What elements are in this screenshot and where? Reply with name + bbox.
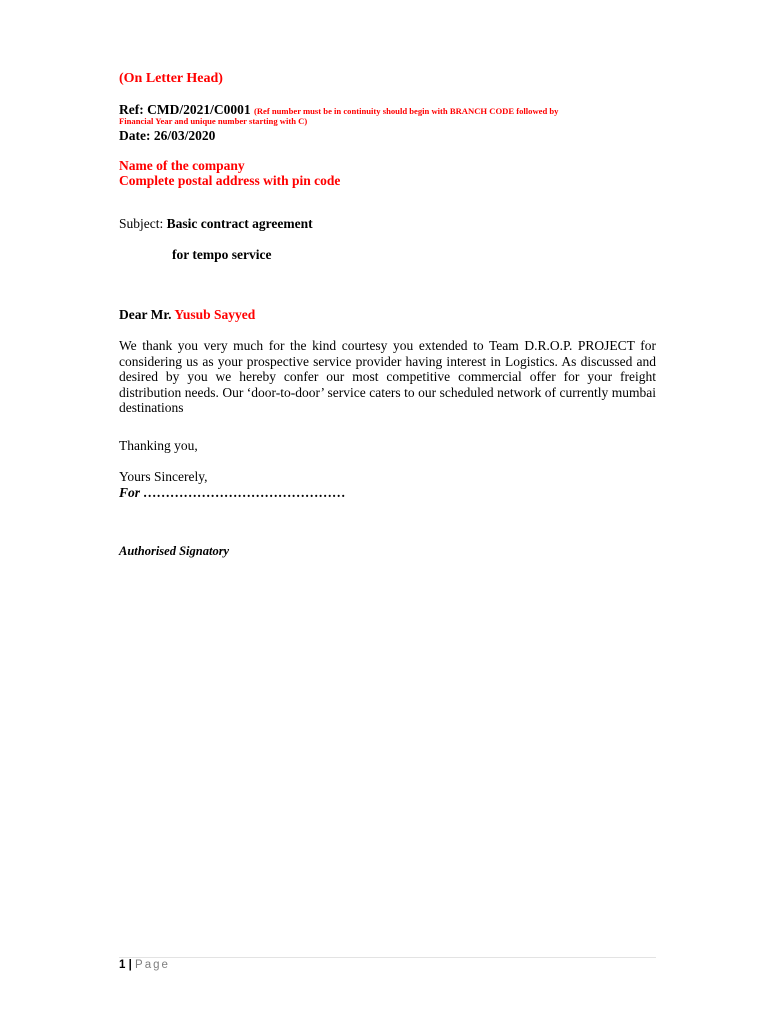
salutation: [119, 307, 255, 323]
page-number: 1: [119, 959, 126, 971]
ref-label: Ref:: [119, 102, 144, 117]
subject-continuation: for tempo service: [172, 247, 272, 262]
ref-note-continued: Financial Year and unique number starting with C): [119, 116, 308, 126]
for-line: [119, 485, 346, 501]
page-label: Page: [135, 959, 170, 971]
letter-body: We thank you very much for the kind courtesy you extended to Team D.R.O.P. PROJECT for considering us as your prospective service provider having interest in Logistics. As discussed and desired by you we hereby confer our most competitive commercial offer for your freight distribution needs. Our ‘door-to-door’ service caters to our scheduled network of currently mumbai destinations: [119, 338, 656, 416]
salutation-prefix: Dear Mr.: [119, 307, 172, 322]
date-line: [119, 128, 215, 144]
closing-yours: Yours Sincerely,: [119, 469, 208, 484]
letter-head-note: (On Letter Head): [119, 71, 223, 86]
page-separator: |: [128, 959, 132, 971]
date-value: 26/03/2020: [153, 128, 216, 143]
ref-note: (Ref number must be in continuity should begin with BRANCH CODE followed by: [253, 106, 559, 116]
ref-number: CMD/2021/C0001: [147, 102, 251, 117]
authorised-signatory: Authorised Signatory: [119, 544, 230, 558]
closing-thanks: Thanking you,: [119, 438, 198, 453]
date-label: Date:: [119, 128, 151, 143]
company-address: Complete postal address with pin code: [119, 173, 341, 188]
subject-label: Subject:: [119, 216, 164, 231]
footer-divider: [119, 957, 656, 958]
recipient-name: Yusub Sayyed: [174, 307, 256, 322]
for-dots: ………………………………………: [143, 485, 346, 500]
for-label: For: [119, 485, 141, 500]
subject-text: Basic contract agreement: [166, 216, 313, 231]
page-footer: [119, 959, 170, 971]
subject-line: [119, 216, 313, 232]
company-name: Name of the company: [119, 158, 245, 173]
